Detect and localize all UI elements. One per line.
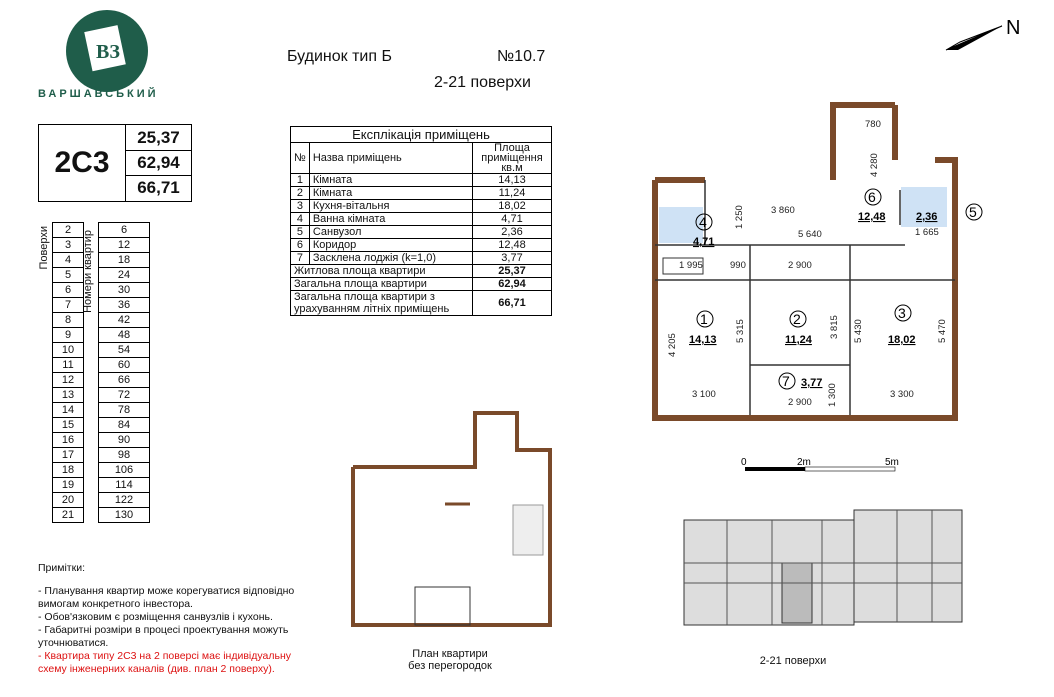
apartment-number: 130 (99, 508, 150, 523)
apartment-number: 106 (99, 463, 150, 478)
apartment-number: 78 (99, 403, 150, 418)
dim-780: 780 (865, 119, 881, 130)
apartment-number: 98 (99, 448, 150, 463)
floors-table-row (38, 268, 150, 283)
apartment-number: 24 (99, 268, 150, 283)
explication-n: 3 (291, 200, 310, 213)
room-4-number: 4 (699, 214, 707, 230)
apartment-number: 6 (99, 223, 150, 238)
floor-number: 18 (53, 463, 84, 478)
dim-1665: 1 665 (915, 227, 939, 238)
floor-number: 11 (53, 358, 84, 373)
north-arrow-icon (940, 12, 1030, 62)
floors-table-row (38, 253, 150, 268)
floors-table-row (38, 448, 150, 463)
floors-table (38, 222, 150, 523)
dim-2900-top: 2 900 (788, 260, 812, 271)
room-6-number: 6 (868, 189, 876, 205)
floor-number: 9 (53, 328, 84, 343)
explication-table (290, 126, 552, 316)
room-5-number: 5 (969, 204, 977, 220)
explication-n: 6 (291, 239, 310, 252)
floor-number: 16 (53, 433, 84, 448)
building-number: №10.7 (497, 48, 546, 65)
apartment-number: 30 (99, 283, 150, 298)
floor-number: 8 (53, 313, 84, 328)
floors-table-row (38, 433, 150, 448)
floors-table-row (38, 223, 150, 238)
logo-emblem (66, 10, 148, 92)
dim-3100: 3 100 (692, 389, 716, 400)
dim-2900-bottom: 2 900 (788, 397, 812, 408)
room-3-number: 3 (898, 305, 906, 321)
floor-plan-thumbnail (682, 508, 967, 638)
floor-number: 21 (53, 508, 84, 523)
explication-area: 2,36 (473, 226, 552, 239)
floor-number: 10 (53, 343, 84, 358)
dim-990: 990 (730, 260, 746, 271)
total-name: Житлова площа квартири (291, 265, 473, 278)
explication-n: 5 (291, 226, 310, 239)
logo-icon (66, 10, 148, 92)
floor-plan-caption: 2-21 поверхи (759, 655, 827, 667)
explication-n: 1 (291, 174, 310, 187)
north-label: N (1006, 17, 1021, 39)
apartment-number: 122 (99, 493, 150, 508)
room-4-area: 4,71 (693, 236, 715, 248)
total-area: 66,71 (473, 291, 552, 316)
apartment-number: 114 (99, 478, 150, 493)
apartment-number: 42 (99, 313, 150, 328)
dim-4205: 4 205 (667, 333, 678, 357)
apartment-type-box (38, 124, 192, 202)
dim-3300: 3 300 (890, 389, 914, 400)
room-2-number: 2 (793, 311, 801, 327)
scale-5m: 5m (885, 457, 899, 468)
explication-row (291, 226, 552, 239)
dim-1300: 1 300 (827, 383, 838, 407)
explication-row (291, 252, 552, 265)
apartment-numbers-label: Номери квартир (82, 230, 94, 313)
floors-table-row (38, 343, 150, 358)
total-area-value: 62,94 (126, 150, 191, 176)
room-7-number: 7 (782, 373, 790, 389)
note-item: - Габаритні розміри в процесі проектування можуть уточнюватися. (38, 624, 289, 649)
apartment-number: 84 (99, 418, 150, 433)
floor-number: 7 (53, 298, 84, 313)
explication-row (291, 213, 552, 226)
dim-5315: 5 315 (735, 319, 746, 343)
explication-area: 11,24 (473, 187, 552, 200)
apartment-number: 90 (99, 433, 150, 448)
floors-table-row (38, 298, 150, 313)
explication-area: 4,71 (473, 213, 552, 226)
explication-row (291, 239, 552, 252)
notes-title: Примітки: (38, 562, 85, 574)
floors-table-row (38, 478, 150, 493)
dim-5640: 5 640 (798, 229, 822, 240)
room-2-area: 11,24 (785, 334, 812, 346)
explication-row (291, 200, 552, 213)
explication-total-row (291, 278, 552, 291)
floor-number: 17 (53, 448, 84, 463)
room-1-area: 14,13 (689, 334, 717, 346)
explication-total-row (291, 265, 552, 278)
floors-table-row (38, 328, 150, 343)
explication-name: Засклена лоджія (k=1,0) (309, 252, 472, 265)
floors-table-row (38, 463, 150, 478)
floors-table-row (38, 238, 150, 253)
explication-total-row (291, 291, 552, 316)
living-area-value: 25,37 (126, 125, 191, 151)
empty-plan-caption: План квартири без перегородок (408, 648, 492, 672)
room-6-area: 12,48 (858, 211, 886, 223)
explication-name: Кімната (309, 174, 472, 187)
col-area-header: Площа приміщення кв.м (473, 143, 552, 174)
explication-name: Кухня-вітальня (309, 200, 472, 213)
explication-row (291, 187, 552, 200)
apartment-number: 60 (99, 358, 150, 373)
floors-table-row (38, 283, 150, 298)
floors-table-row (38, 403, 150, 418)
floor-number: 20 (53, 493, 84, 508)
explication-row (291, 174, 552, 187)
floor-number: 13 (53, 388, 84, 403)
explication-title: Експлікація приміщень (291, 127, 552, 143)
apartment-number: 36 (99, 298, 150, 313)
floor-number: 4 (53, 253, 84, 268)
floor-number: 6 (53, 283, 84, 298)
apartment-type-code: 2С3 (39, 125, 126, 201)
floors-label: Поверхи (38, 226, 50, 270)
apartment-number: 12 (99, 238, 150, 253)
total-name: Загальна площа квартири з урахуванням літніх приміщень (291, 291, 473, 316)
logo-name: ВАРШАВСЬКИЙ (38, 88, 159, 100)
logo-letters: ВЗ (96, 41, 120, 63)
loggia (415, 587, 470, 625)
explication-area: 18,02 (473, 200, 552, 213)
scale-bar (735, 455, 915, 480)
apartment-number: 18 (99, 253, 150, 268)
floors-table-row (38, 388, 150, 403)
room-3-area: 18,02 (888, 334, 916, 346)
notes (38, 562, 308, 676)
explication-name: Санвузол (309, 226, 472, 239)
floor-number: 3 (53, 238, 84, 253)
dim-5470: 5 470 (937, 319, 948, 343)
dim-4280: 4 280 (869, 153, 880, 177)
explication-n: 4 (291, 213, 310, 226)
apartment-number: 66 (99, 373, 150, 388)
apartment-number: 72 (99, 388, 150, 403)
room-1-number: 1 (700, 311, 708, 327)
floor-number: 15 (53, 418, 84, 433)
explication-name: Ванна кімната (309, 213, 472, 226)
apartment-number: 54 (99, 343, 150, 358)
dim-3815: 3 815 (829, 315, 840, 339)
col-name-header: Назва приміщень (309, 143, 472, 174)
explication-n: 2 (291, 187, 310, 200)
total-name: Загальна площа квартири (291, 278, 473, 291)
total-area: 62,94 (473, 278, 552, 291)
shaft (513, 505, 543, 555)
floors-table-row (38, 373, 150, 388)
note-red: - Квартира типу 2С3 на 2 поверсі має індивідуальну схему інженерних каналів (див. план 2 поверху). (38, 650, 292, 675)
dim-1250: 1 250 (734, 205, 745, 229)
floor-number: 2 (53, 223, 84, 238)
apartment-number: 48 (99, 328, 150, 343)
note-item: - Планування квартир може корегуватися відповідно вимогам конкретного інвестора. (38, 585, 295, 610)
room-5-area: 2,36 (916, 211, 938, 223)
floor-number: 19 (53, 478, 84, 493)
explication-area: 12,48 (473, 239, 552, 252)
floors-table-row (38, 313, 150, 328)
total-area: 25,37 (473, 265, 552, 278)
explication-area: 14,13 (473, 174, 552, 187)
floor-number: 14 (53, 403, 84, 418)
apartment-plan (645, 95, 977, 425)
note-item: - Обов'язковим є розміщення санвузлів і кухонь. (38, 611, 273, 623)
explication-n: 7 (291, 252, 310, 265)
empty-plan (345, 405, 560, 635)
explication-name: Коридор (309, 239, 472, 252)
building-type: Будинок тип Б (287, 48, 392, 65)
floor-number: 5 (53, 268, 84, 283)
dim-5430: 5 430 (853, 319, 864, 343)
floors-table-row (38, 358, 150, 373)
dim-1995: 1 995 (679, 260, 703, 271)
col-num-header: № (291, 143, 310, 174)
explication-area: 3,77 (473, 252, 552, 265)
floors-range: 2-21 поверхи (434, 74, 531, 91)
floors-table-row (38, 418, 150, 433)
total-summer-area-value: 66,71 (137, 178, 180, 197)
scale-0: 0 (741, 457, 747, 468)
floors-table-row (38, 508, 150, 523)
explication-name: Кімната (309, 187, 472, 200)
floors-table-row (38, 493, 150, 508)
floor-number: 12 (53, 373, 84, 388)
dim-3860: 3 860 (771, 205, 795, 216)
room-7-area: 3,77 (801, 377, 823, 389)
scale-2m: 2m (797, 457, 811, 468)
